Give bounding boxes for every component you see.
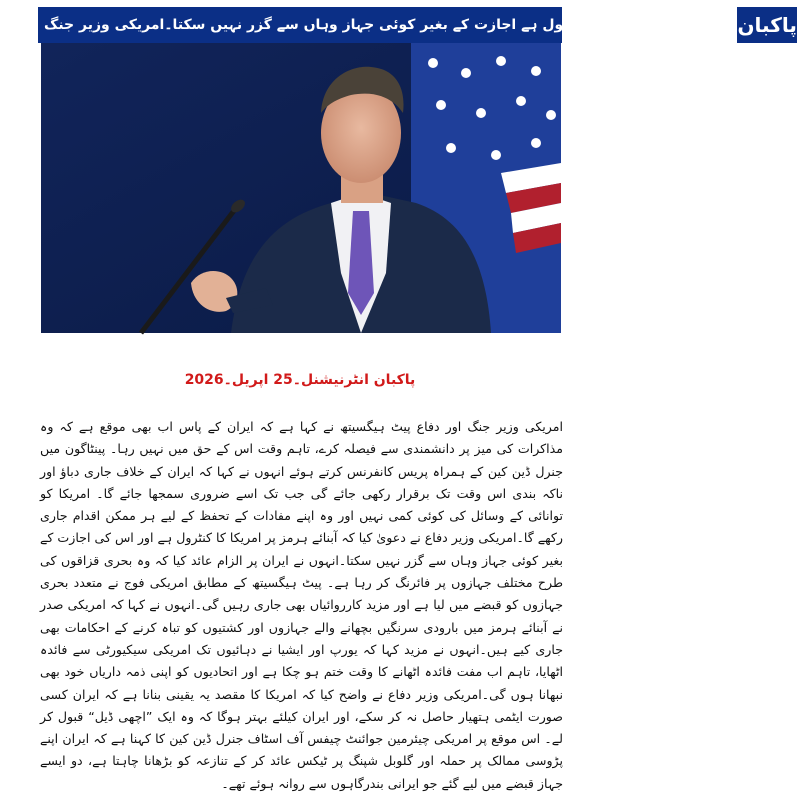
dateline: پاکبان انٹرنیشنل۔25 اپریل۔2026 [184,372,416,388]
brand-logo: پاکبان [735,7,796,43]
headline-bar [38,7,797,43]
news-photo [41,43,561,333]
headline-text: آبنائے ہرمز پر ہمارا کنٹرول ہے اجازت کے بغیر کوئی جہاز وہاں سے گزر نہیں سکتا۔امریکی وزیر جنگ [44,17,730,33]
article-body: امریکی وزیر جنگ اور دفاع پیٹ ہیگسیتھ نے کہا ہے کہ ایران کے پاس اب بھی موقع ہے کہ وہ مذاکرات کی میز پر دانشمندی سے فیصلہ کرے، تاہم وقت اس کے حق میں نہیں رہا۔ پینٹاگون میں جنرل ڈین کین کے ہمراہ پریس کانفرنس کرتے ہوئے انہوں نے کہا کہ ایران کے خلاف جاری دباؤ اور ناکہ بندی اس وقت تک برقرار رکھی جائے گی جب تک اسے ضروری سمجھا جائے گا۔ امریکا کو توانائی کے وسائل کی کوئی کمی نہیں اور وہ اپنے مفادات کے تحفظ کے لیے ہر ممکن اقدام جاری رکھے گا۔امریکی وزیر دفاع نے دعویٰ کیا کہ آبنائے ہرمز پر امریکا کا کنٹرول ہے اور اس کی اجازت کے بغیر کوئی جہاز وہاں سے گزر نہیں سکتا۔انہوں نے ایران پر الزام عائد کیا کہ وہ بحری قزاقوں کی طرح مختلف جہازوں پر فائرنگ کر رہا ہے۔ پیٹ ہیگسیتھ کے مطابق امریکی فوج نے متعدد بحری جہازوں کو قبضے میں لیا ہے اور مزید کارروائیاں بھی جاری رہیں گی۔انہوں نے کہا کہ امریکی صدر نے آبنائے ہرمز میں بارودی سرنگیں بچھانے والے جہازوں اور کشتیوں کو تباہ کرنے کے احکامات بھی جاری کیے ہیں۔انہوں نے مزید کہا کہ یورپ اور ایشیا نے دہائیوں تک امریکی سیکیورٹی سے فائدہ اٹھایا، تاہم اب مفت فائدہ اٹھانے کا وقت ختم ہو چکا ہے اور اتحادیوں کو اپنی ذمہ داریاں خود بھی نبھانا ہوں گی۔امریکی وزیر دفاع نے واضح کیا کہ امریکا کا مقصد یہ یقینی بنانا ہے کہ ایران کسی صورت ایٹمی ہتھیار حاصل نہ کر سکے، اور ایران کیلئے بہتر ہوگا کہ وہ ایک ”اچھی ڈیل“ قبول کر لے۔ اس موقع پر امریکی چیئرمین جوائنٹ چیفس آف اسٹاف جنرل ڈین کین کا کہنا ہے کہ ایران اپنے پڑوسی ممالک پر حملہ اور گلوبل شپنگ پر ٹیکس عائد کر کے تنازعہ کو بڑھانا چاہتا ہے، دو ایسے جہاز قبضے میں لیے گئے جو ایرانی بندرگاہوں سے روانہ ہوئے تھے۔ [40,419,563,791]
speaker-photo-icon [41,43,561,333]
